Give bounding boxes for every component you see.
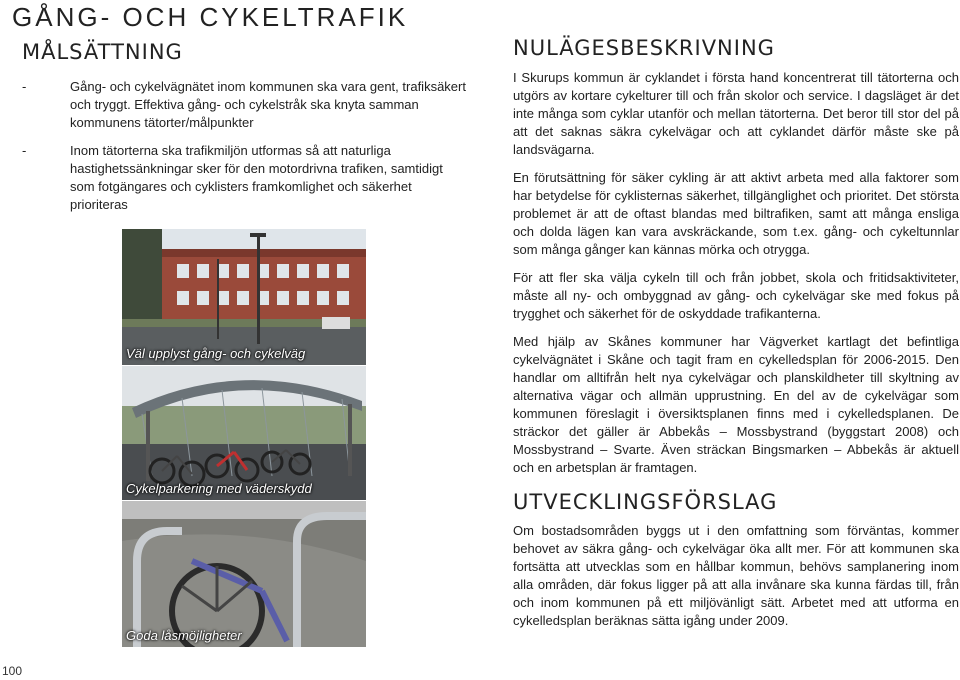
- photo-lit-path: [122, 229, 366, 365]
- goal-item: [22, 78, 468, 132]
- proposals-heading: UTVECKLINGSFÖRSLAG: [513, 490, 778, 514]
- status-paragraph: En förutsättning för säker cykling är att aktivt arbeta med alla faktorer som har betydelse för cyklisternas säkerhet, tillgänglighet och prioritet. Det största problemet är att de oftast blandas med biltrafiken, samt att många ensliga och dolda lägen kan vara avskräckande, som t.ex. gång- och cykeltunnlar som många gånger kan kännas mörka och otrygga.: [513, 170, 959, 257]
- status-paragraph: Med hjälp av Skånes kommuner har Vägverket kartlagt det befintliga cykelvägnätet i Skåne och tagit fram en cykelledsplan för 2006-2015. Den handlar om alltifrån helt nya cykelvägar och planskildheter till skyltning av alternativa vägar och allmän upprustning. En del av de cykelvägar som kommunen föreslagit i översiktsplanen finns med i cykelledsplanen. De sträckor det gäller är Abbekås – Mossbystrand (byggstart 2008) och Mossbystrand – Svarte. Även sträckan Bingsmarken – Abbekås är aktuell och en arbetsplan är framtagen.: [513, 334, 959, 475]
- status-heading: NULÄGESBESKRIVNING: [513, 36, 775, 60]
- photo-bike-lock-icon: [122, 501, 366, 647]
- photo-caption: Cykelparkering med väderskydd: [126, 481, 312, 496]
- page-number: 100: [2, 664, 23, 678]
- goal-dash: -: [22, 143, 27, 158]
- photo-bike-shelter-icon: [122, 366, 366, 500]
- goals-heading: MÅLSÄTTNING: [22, 40, 183, 64]
- proposals-paragraph: Om bostadsområden byggs ut i den omfattning som förväntas, kommer behovet av säkra gång- och cykelvägar öka allt mer. För att kommunen ska fortsätta att utvecklas som en hållbar kommun, behövs samplanering inom alla områden, där fokus ligger på att alla invånare ska kunna färdas till, från och inom kommunen på ett miljövänligt sätt. Arbetet med att utforma en cykelledsplan beräknas sätta igång under 2009.: [513, 523, 959, 628]
- status-paragraph: För att fler ska välja cykeln till och från jobbet, skola och fritidsaktiviteter, måste all ny- och ombyggnad av gång- och cykelvägar ske med fokus på trygghet och säkerhet för de oskyddade trafikanterna.: [513, 270, 959, 321]
- goals-list: [22, 78, 468, 224]
- photo-lit-path-icon: [122, 229, 366, 365]
- photo-caption: Goda låsmöjligheter: [126, 628, 242, 643]
- status-paragraph: I Skurups kommun är cyklandet i första hand koncentrerat till tätorterna och utgörs av kortare cykelturer till och från skolor och service. I dagsläget är det inte många som cyklar utanför och mellan tätorterna. Det beror till stor del på att det saknas säkra cykelvägar och att cyklandet därför måste ske på landsvägarna.: [513, 70, 959, 157]
- goal-item: [22, 142, 468, 214]
- photo-caption: Väl upplyst gång- och cykelväg: [126, 346, 306, 361]
- goal-text: Gång- och cykelvägnätet inom kommunen ska vara gent, trafiksäkert och tryggt. Effektiva gång- och cykelstråk ska knyta samman kommunens tätorter/målpunkter: [70, 79, 466, 130]
- photo-bike-lock: [122, 501, 366, 647]
- photo-bike-shelter: [122, 366, 366, 500]
- goal-text: Inom tätorterna ska trafikmiljön utformas så att naturliga hastighetssänkningar sker för den motordrivna trafiken, samtidigt som fotgängares och cyklisters framkomlighet och säkerhet prioriteras: [70, 143, 443, 212]
- page-title: GÅNG- OCH CYKELTRAFIK: [12, 2, 409, 32]
- proposals-text: [513, 522, 959, 640]
- status-text: [513, 69, 959, 487]
- goal-dash: -: [22, 79, 27, 94]
